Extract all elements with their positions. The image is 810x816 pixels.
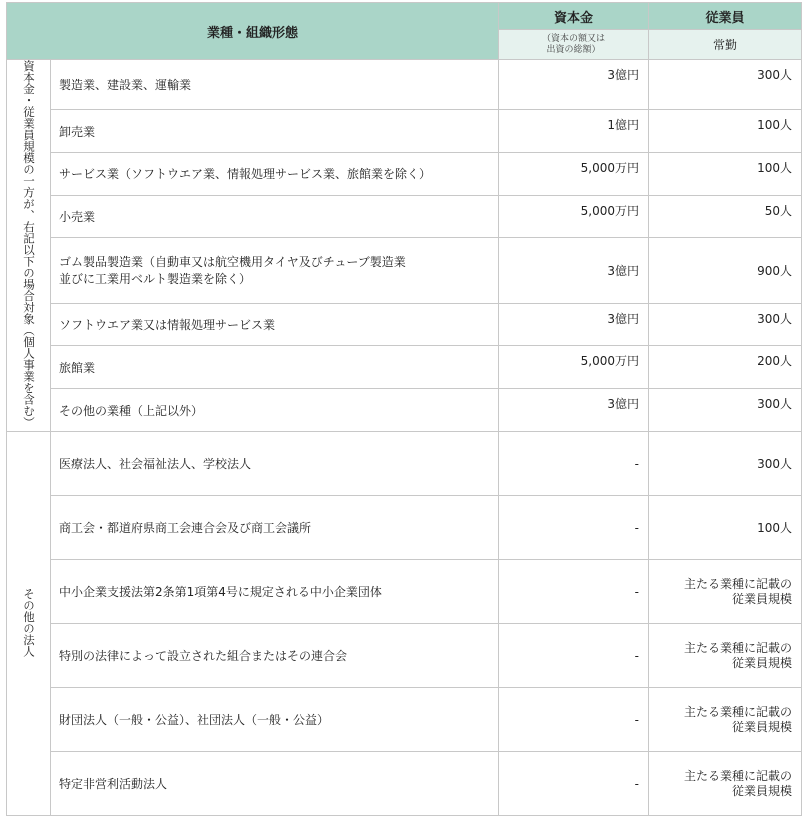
row-name: 特別の法律によって設立された組合またはその連合会 [51,624,499,688]
row-name: 特定非営利活動法人 [51,752,499,816]
group-label-other-text: その他の法人 [22,587,36,657]
table-row [7,496,802,560]
row-name: 旅館業 [51,346,499,389]
capital-note-line2: 出資の総額） [546,44,601,55]
table-row [7,432,802,496]
header-capital: 資本金 [499,3,649,30]
employees-line2: 従業員規模 [732,719,793,734]
row-name-line2: 並びに工業用ベルト製造業を除く） [59,271,252,286]
table-row [7,152,802,195]
sme-criteria-table [6,2,802,816]
table-row [7,688,802,752]
row-name: 商工会・都道府県商工会連合会及び商工会議所 [51,496,499,560]
employees-line1: 主たる業種に記載の [684,576,793,591]
row-employees [649,560,802,624]
header-industry: 業種・組織形態 [7,3,499,60]
capital-note-line1: （資本の額又は [542,33,606,44]
table-row [7,238,802,303]
table-row [7,560,802,624]
group-label-general [7,60,51,432]
row-employees [649,688,802,752]
table-row [7,346,802,389]
row-capital: - [499,688,649,752]
row-capital: - [499,624,649,688]
header-employees: 従業員 [649,3,802,30]
row-capital: 3億円 [499,238,649,303]
row-capital: 1億円 [499,110,649,153]
row-employees: 900人 [649,238,802,303]
table-row [7,624,802,688]
table-row [7,195,802,238]
row-name [51,238,499,303]
row-capital: 5,000万円 [499,152,649,195]
row-employees: 300人 [649,60,802,110]
row-employees: 100人 [649,152,802,195]
row-name: 医療法人、社会福祉法人、学校法人 [51,432,499,496]
row-employees [649,624,802,688]
table-row [7,752,802,816]
row-capital: 5,000万円 [499,195,649,238]
row-name: その他の業種（上記以外） [51,389,499,432]
row-name: 卸売業 [51,110,499,153]
row-employees: 100人 [649,110,802,153]
header-employees-sub: 常勤 [649,30,802,60]
employees-line2: 従業員規模 [732,783,793,798]
table-row [7,110,802,153]
row-employees: 200人 [649,346,802,389]
employees-line1: 主たる業種に記載の [684,640,793,655]
table-row [7,303,802,346]
row-capital: - [499,752,649,816]
employees-line1: 主たる業種に記載の [684,768,793,783]
row-capital: 5,000万円 [499,346,649,389]
row-employees: 300人 [649,303,802,346]
row-employees: 100人 [649,496,802,560]
row-name: 製造業、建設業、運輸業 [51,60,499,110]
row-capital: 3億円 [499,303,649,346]
row-employees: 300人 [649,432,802,496]
row-name: 財団法人（一般・公益）、社団法人（一般・公益） [51,688,499,752]
group-label-other [7,432,51,816]
row-name: 小売業 [51,195,499,238]
header-capital-note [499,30,649,60]
employees-line2: 従業員規模 [732,591,793,606]
row-name: 中小企業支援法第2条第1項第4号に規定される中小企業団体 [51,560,499,624]
row-name: サービス業（ソフトウエア業、情報処理サービス業、旅館業を除く） [51,152,499,195]
table-row [7,389,802,432]
employees-line2: 従業員規模 [732,655,793,670]
row-employees [649,752,802,816]
table-row [7,60,802,110]
employees-line1: 主たる業種に記載の [684,704,793,719]
row-employees: 300人 [649,389,802,432]
row-capital: - [499,496,649,560]
row-employees: 50人 [649,195,802,238]
row-capital: - [499,432,649,496]
group-label-general-text: 資本金・従業員規模の一方が、右記以下の場合対象（個人事業を含む） [22,60,36,428]
row-name: ソフトウエア業又は情報処理サービス業 [51,303,499,346]
row-capital: 3億円 [499,389,649,432]
row-capital: 3億円 [499,60,649,110]
row-capital: - [499,560,649,624]
row-name-line1: ゴム製品製造業（自動車又は航空機用タイヤ及びチューブ製造業 [59,254,406,269]
